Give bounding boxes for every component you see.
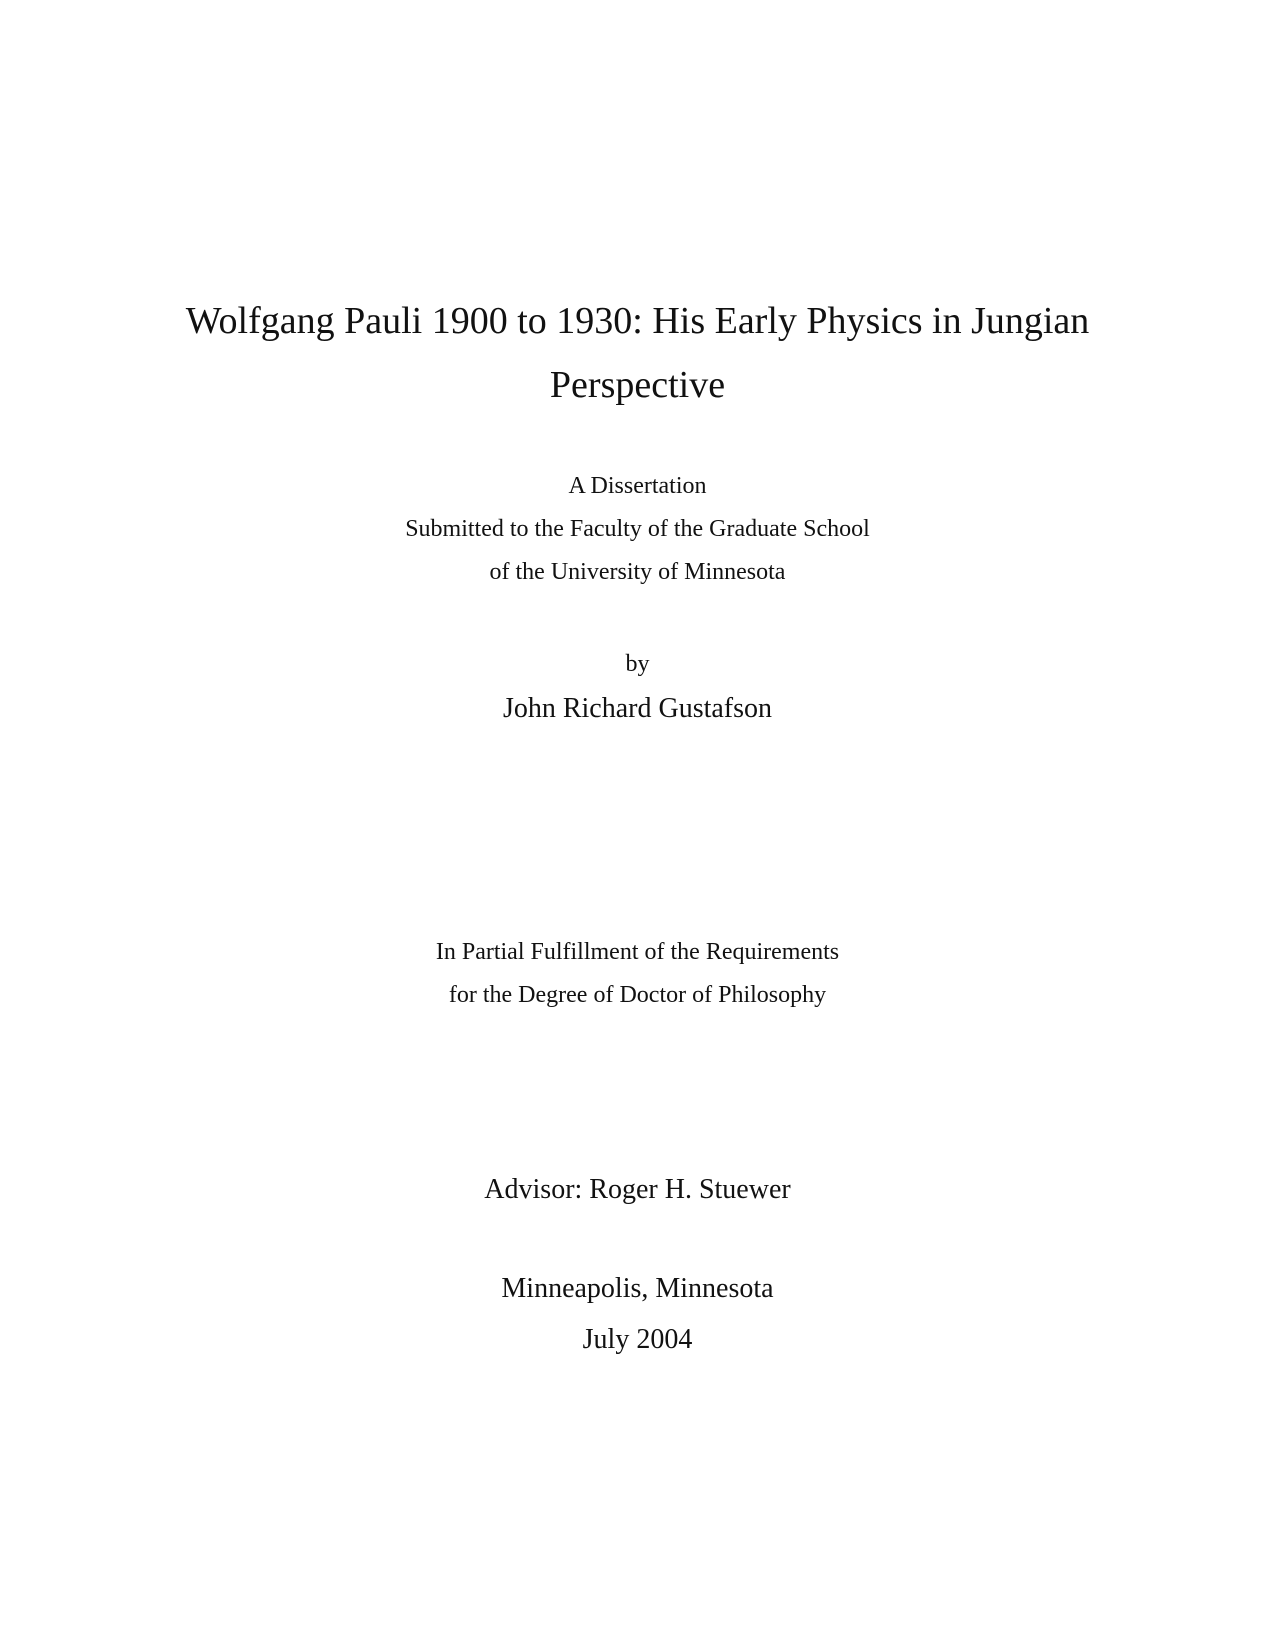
date: July 2004 xyxy=(582,1324,693,1355)
author-name: John Richard Gustafson xyxy=(502,693,773,724)
advisor: Advisor: Roger H. Stuewer xyxy=(484,1174,791,1205)
submission-line-2: Submitted to the Faculty of the Graduate School xyxy=(405,516,870,542)
dissertation-title-line-2: Perspective xyxy=(549,364,726,406)
submission-line-1: A Dissertation xyxy=(568,473,707,499)
submission-line-3: of the University of Minnesota xyxy=(489,559,786,585)
by-label: by xyxy=(625,651,650,677)
dissertation-title-line-1: Wolfgang Pauli 1900 to 1930: His Early Physics in Jungian xyxy=(185,300,1090,342)
fulfillment-line-2: for the Degree of Doctor of Philosophy xyxy=(448,982,827,1008)
place: Minneapolis, Minnesota xyxy=(501,1273,774,1304)
fulfillment-line-1: In Partial Fulfillment of the Requirements xyxy=(435,939,840,965)
